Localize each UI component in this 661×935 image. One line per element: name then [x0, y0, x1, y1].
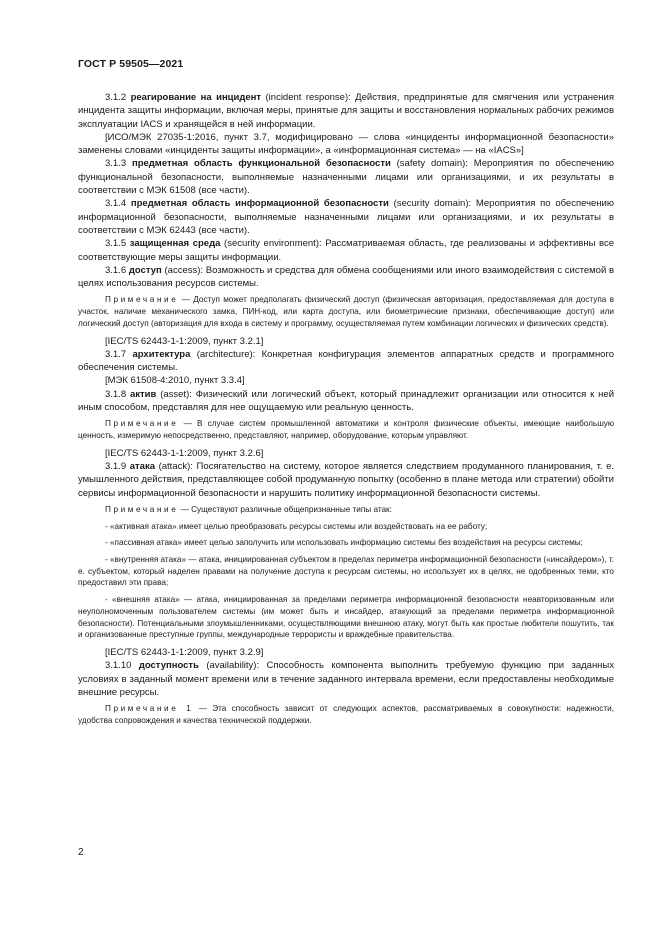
term-entry: 3.1.9 атака (attack): Посягательство на систему, которое является следствием продуманного планирования, т. е. умышленного действия, представляющее собой продуманную попытку (особенно в плане метода или стратегии) обойти сервисы информационной безопасности и нарушить политику информационной безопасности системы.	[78, 461, 615, 499]
term: предметная область информационной безопасности	[130, 198, 389, 210]
note: Примечание — Существуют различные общепризнанные типы атак:	[105, 504, 392, 514]
page-number: 2	[78, 847, 84, 858]
source-reference: [IEC/TS 62443-1-1:2009, пункт 3.2.1]	[105, 335, 264, 347]
term-entry: 3.1.3 предметная область функциональной безопасности (safety domain): Мероприятия по обеспечению функциональной безопасности, выполняемые назначенными лицами или организациями, и их результаты в соответствии с МЭК 61508 (все части).	[78, 158, 614, 197]
term-entry: 3.1.4 предметная область информационной безопасности (security domain): Мероприятия по обеспечению информационной безопасности, выполняемые назначенными лицами или организациями, и их результаты в соответствии с МЭК 62443 (все части).	[78, 198, 614, 236]
term-entry: 3.1.7 архитектура (architecture): Конкретная конфигурация элементов аппаратных средств и программного обеспечения системы.	[78, 348, 615, 374]
term: доступность	[138, 660, 199, 672]
note-label: Примечание	[105, 295, 179, 305]
term-entry: 3.1.10 доступность (availability): Способность компонента выполнить требуемую функцию при заданных условиях в заданный момент времени или в течение заданного интервала времени, если предоставлены необходимые внешние ресурсы.	[78, 660, 615, 698]
note: Примечание 1 — Эта способность зависит от следующих аспектов, рассматриваемых в совокупности: надежности, удобства сопровождения и качества технической поддержки.	[78, 704, 614, 725]
source-reference: [IEC/TS 62443-1-1:2009, пункт 3.2.9]	[105, 646, 264, 658]
note-list-item: - «внешняя атака» — атака, инициированная за пределами периметра информационной безопасности неавторизованным или неуполномоченным пользователем системы (им может быть и инсайдер, атакующий за пределами периметра информационной безопасности). Потенциальными злоумышленниками, осуществляющими внешнюю атаку, могут быть как простые любители пошутить, так и организованные преступные группы, международные террористы и враждебные правительства.	[78, 595, 614, 640]
document-header: ГОСТ Р 59505—2021	[78, 58, 184, 70]
term: доступ	[128, 264, 162, 276]
term: актив	[129, 388, 157, 400]
source-reference: [IEC/TS 62443-1-1:2009, пункт 3.2.6]	[105, 447, 264, 459]
document-body	[78, 91, 614, 732]
note: Примечание — Доступ может предполагать физический доступ (физическая авторизация, предоставляемая для доступа в участок, наличие механического замка, ПИН-код, или карта доступа, или биометрические признаки, обеспечивающие доступ) или логический доступ (авторизация для входа в систему и программу, осуществляемая путем комбинации логических и физических средств).	[78, 295, 614, 328]
term: защищенная среда	[129, 238, 221, 250]
term-entry: 3.1.2 реагирование на инцидент (incident response): Действия, предпринятые для смягчения или устранения инцидента защиты информации, включая меры, принятые для защиты и восстановления нормальных рабочих режимов эксплуатации IACS и хранящейся в ней информации.	[78, 92, 614, 130]
note-list-item: - «внутренняя атака» — атака, инициированная субъектом в пределах периметра информационной безопасности («инсайдером»), т. е. субъектом, который наделен правами на получение доступа к ресурсам системы, но использует их в целях, не одобренных теми, кто предоставил эти права;	[78, 555, 615, 588]
note-label: Примечание	[105, 419, 179, 429]
note-list-item: - «пассивная атака» имеет целью заполучить или использовать информацию системы без воздействия на ресурсы системы;	[105, 538, 583, 548]
source-reference: [МЭК 61508-4:2010, пункт 3.3.4]	[105, 375, 245, 387]
source-reference: [ИСО/МЭК 27035-1:2016, пункт 3.7, модифицировано — слова «инциденты информационной безопасности» заменены словами «инциденты защиты информации», а «информационная система» — на «IACS»]	[78, 131, 614, 157]
term-entry: 3.1.5 защищенная среда (security environment): Рассматриваемая область, где реализованы и эффективны все соответствующие меры защиты информации.	[78, 238, 615, 263]
note-label: Примечание	[105, 504, 179, 514]
term: реагирование на инцидент	[130, 92, 262, 103]
note-list-item: - «активная атака» имеет целью преобразовать ресурсы системы или воздействовать на ее работу;	[105, 521, 488, 531]
term-entry: 3.1.6 доступ (access): Возможность и средства для обмена сообщениями или иного взаимодействия с системой в целях использования ресурсов системы.	[78, 264, 615, 290]
term-entry: 3.1.8 актив (asset): Физический или логический объект, который принадлежит организации или относится к ней иным способом, представляя для нее ощущаемую или реальную ценность.	[78, 388, 614, 414]
term: предметная область функциональной безопасности	[131, 158, 391, 170]
note: Примечание — В случае систем промышленной автоматики и контроля физические объекты, имеющие наибольшую ценность, измеримую непосредственно, представляют, например, оборудование, которым управляют.	[78, 419, 614, 441]
note-label: Примечание 1	[105, 704, 194, 714]
term: атака	[129, 461, 155, 473]
term: архитектура	[132, 348, 191, 360]
